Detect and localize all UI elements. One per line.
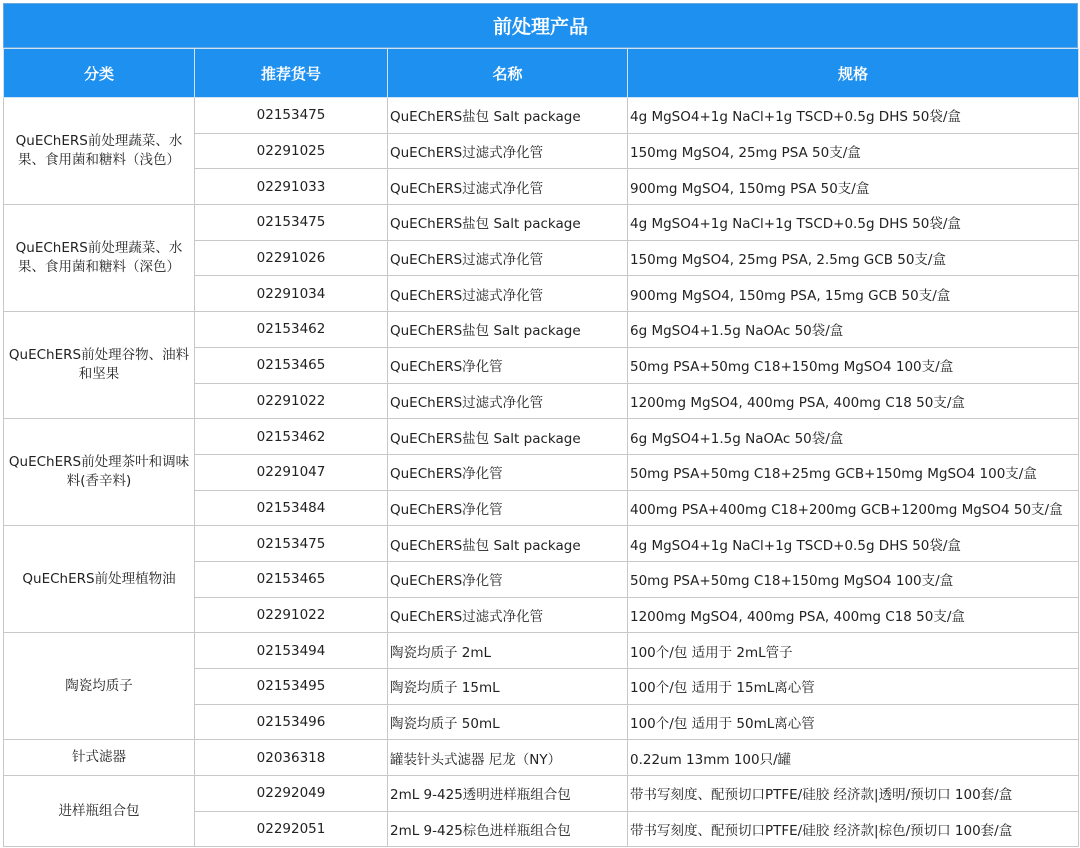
name-cell: QuEChERS过滤式净化管 [388,597,628,633]
table-row [4,419,1079,455]
spec-cell: 900mg MgSO4, 150mg PSA 50支/盒 [628,169,1079,205]
code-cell: 02153462 [195,419,388,455]
category-cell: 进样瓶组合包 [4,776,195,847]
product-table-container [3,3,1078,847]
header-spec: 规格 [628,49,1079,98]
name-cell: QuEChERS盐包 Salt package [388,98,628,134]
name-cell: QuEChERS过滤式净化管 [388,240,628,276]
name-cell: QuEChERS净化管 [388,490,628,526]
product-table [3,48,1079,847]
code-cell: 02153475 [195,205,388,241]
name-cell: QuEChERS盐包 Salt package [388,526,628,562]
name-cell: QuEChERS过滤式净化管 [388,383,628,419]
code-cell: 02153494 [195,633,388,669]
category-cell: 陶瓷均质子 [4,633,195,740]
name-cell: 2mL 9-425透明进样瓶组合包 [388,776,628,812]
category-cell: QuEChERS前处理植物油 [4,526,195,633]
name-cell: 罐装针头式滤器 尼龙（NY） [388,740,628,776]
header-category: 分类 [4,49,195,98]
name-cell: 2mL 9-425棕色进样瓶组合包 [388,811,628,847]
spec-cell: 50mg PSA+50mg C18+25mg GCB+150mg MgSO4 100支/盒 [628,454,1079,490]
name-cell: QuEChERS盐包 Salt package [388,312,628,348]
spec-cell: 150mg MgSO4, 25mg PSA 50支/盒 [628,133,1079,169]
name-cell: 陶瓷均质子 50mL [388,704,628,740]
name-cell: QuEChERS盐包 Salt package [388,205,628,241]
code-cell: 02153465 [195,561,388,597]
name-cell: QuEChERS过滤式净化管 [388,276,628,312]
table-row [4,312,1079,348]
spec-cell: 150mg MgSO4, 25mg PSA, 2.5mg GCB 50支/盒 [628,240,1079,276]
spec-cell: 4g MgSO4+1g NaCl+1g TSCD+0.5g DHS 50袋/盒 [628,526,1079,562]
name-cell: QuEChERS净化管 [388,454,628,490]
table-row [4,740,1079,776]
table-row [4,98,1079,134]
spec-cell: 100个/包 适用于 15mL离心管 [628,669,1079,705]
header-row [4,49,1079,98]
table-header [4,49,1079,98]
spec-cell: 1200mg MgSO4, 400mg PSA, 400mg C18 50支/盒 [628,383,1079,419]
code-cell: 02291025 [195,133,388,169]
spec-cell: 400mg PSA+400mg C18+200mg GCB+1200mg MgSO4 50支/盒 [628,490,1079,526]
table-row [4,205,1079,241]
code-cell: 02291026 [195,240,388,276]
table-row [4,526,1079,562]
name-cell: QuEChERS净化管 [388,347,628,383]
spec-cell: 6g MgSO4+1.5g NaOAc 50袋/盒 [628,419,1079,455]
category-cell: QuEChERS前处理蔬菜、水果、食用菌和糖料（深色） [4,205,195,312]
name-cell: 陶瓷均质子 15mL [388,669,628,705]
spec-cell: 带书写刻度、配预切口PTFE/硅胶 经济款|透明/预切口 100套/盒 [628,776,1079,812]
code-cell: 02153462 [195,312,388,348]
code-cell: 02036318 [195,740,388,776]
name-cell: QuEChERS净化管 [388,561,628,597]
table-title: 前处理产品 [3,3,1078,48]
category-cell: QuEChERS前处理蔬菜、水果、食用菌和糖料（浅色） [4,98,195,205]
spec-cell: 100个/包 适用于 50mL离心管 [628,704,1079,740]
spec-cell: 4g MgSO4+1g NaCl+1g TSCD+0.5g DHS 50袋/盒 [628,98,1079,134]
code-cell: 02291034 [195,276,388,312]
name-cell: 陶瓷均质子 2mL [388,633,628,669]
code-cell: 02291022 [195,597,388,633]
spec-cell: 900mg MgSO4, 150mg PSA, 15mg GCB 50支/盒 [628,276,1079,312]
category-cell: QuEChERS前处理谷物、油料和坚果 [4,312,195,419]
code-cell: 02153484 [195,490,388,526]
spec-cell: 50mg PSA+50mg C18+150mg MgSO4 100支/盒 [628,347,1079,383]
table-row [4,633,1079,669]
code-cell: 02292051 [195,811,388,847]
spec-cell: 0.22um 13mm 100只/罐 [628,740,1079,776]
spec-cell: 1200mg MgSO4, 400mg PSA, 400mg C18 50支/盒 [628,597,1079,633]
code-cell: 02153495 [195,669,388,705]
spec-cell: 50mg PSA+50mg C18+150mg MgSO4 100支/盒 [628,561,1079,597]
code-cell: 02292049 [195,776,388,812]
code-cell: 02153496 [195,704,388,740]
code-cell: 02291022 [195,383,388,419]
code-cell: 02153475 [195,98,388,134]
code-cell: 02291047 [195,454,388,490]
category-cell: 针式滤器 [4,740,195,776]
spec-cell: 4g MgSO4+1g NaCl+1g TSCD+0.5g DHS 50袋/盒 [628,205,1079,241]
table-row [4,776,1079,812]
table-body [4,98,1079,847]
spec-cell: 带书写刻度、配预切口PTFE/硅胶 经济款|棕色/预切口 100套/盒 [628,811,1079,847]
name-cell: QuEChERS过滤式净化管 [388,133,628,169]
spec-cell: 100个/包 适用于 2mL管子 [628,633,1079,669]
header-code: 推荐货号 [195,49,388,98]
code-cell: 02153465 [195,347,388,383]
name-cell: QuEChERS过滤式净化管 [388,169,628,205]
spec-cell: 6g MgSO4+1.5g NaOAc 50袋/盒 [628,312,1079,348]
code-cell: 02291033 [195,169,388,205]
category-cell: QuEChERS前处理茶叶和调味料(香辛料) [4,419,195,526]
name-cell: QuEChERS盐包 Salt package [388,419,628,455]
code-cell: 02153475 [195,526,388,562]
header-name: 名称 [388,49,628,98]
